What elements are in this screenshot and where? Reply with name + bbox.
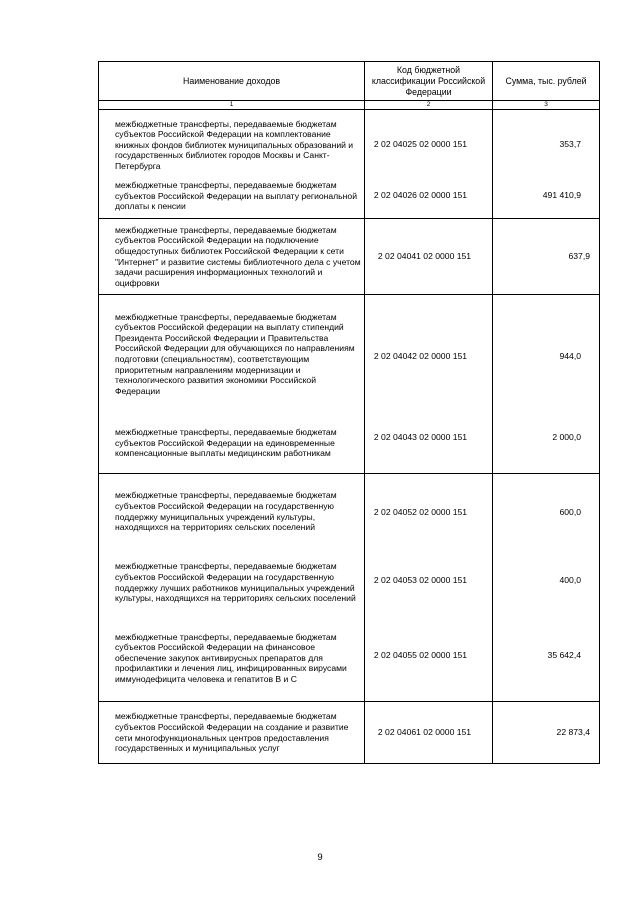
budget-code: 2 02 04061 02 0000 151 [365, 702, 493, 764]
header-code: Код бюджетной классификации Российской Федерации [365, 62, 493, 101]
name-cell [99, 295, 365, 474]
amount-value: 400,0 [559, 574, 581, 585]
table-row [99, 702, 600, 764]
revenue-name: межбюджетные трансферты, передаваемые бюджетам субъектов Российской федерации на выплату стипендий Президента Российской Федерации и Правительства Российской Федерации для обучающихся по направлениям подготовки (специальностям), соответствующим приоритетным направлениям модернизации и технологического развития экономики Российской Федерации [115, 311, 355, 396]
amount-value: 353,7 [559, 138, 581, 149]
header-name: Наименование доходов [99, 62, 365, 101]
amount-value: 600,0 [559, 506, 581, 517]
budget-code: 2 02 04043 02 0000 151 [373, 431, 468, 442]
budget-code: 2 02 04042 02 0000 151 [373, 350, 468, 361]
revenue-name: межбюджетные трансферты, передаваемые бюджетам субъектов Российской Федерации на финансовое обеспечение закупок антивирусных препаратов для профилактики и лечения лиц, инфицированных вирусами иммунодефицита человека и гепатитов В и С [115, 631, 347, 684]
table-row [99, 110, 600, 219]
revenue-name: межбюджетные трансферты, передаваемые бюджетам субъектов Российской Федерации на государственную поддержку муниципальных учреждений культуры, находящихся на территориях сельских поселений [115, 490, 337, 533]
budget-code: 2 02 04026 02 0000 151 [373, 189, 468, 200]
revenue-name: межбюджетные трансферты, передаваемые бюджетам субъектов Российской Федерации на единовременные компенсационные выплаты медицинским работникам [115, 427, 337, 459]
revenue-name: межбюджетные трансферты, передаваемые бюджетам субъектов Российской Федерации на комплектование книжных фондов библиотек муниципальных образований и государственных библиотек городов Москвы и Санкт-Петербурга [115, 118, 354, 171]
column-number: 2 [365, 101, 493, 110]
budget-code: 2 02 04025 02 0000 151 [373, 138, 468, 149]
revenue-name: межбюджетные трансферты, передаваемые бюджетам субъектов Российской Федерации на государственную поддержку лучших работников муниципальных учреждений культуры, находящихся на территориях сельских поселений [115, 561, 356, 604]
table-row [99, 219, 600, 295]
amount-value: 944,0 [559, 350, 581, 361]
amount-value: 35 642,4 [547, 650, 581, 661]
amount-value: 2 000,0 [552, 431, 581, 442]
budget-code: 2 02 04055 02 0000 151 [373, 650, 468, 661]
amount-value: 22 873,4 [493, 702, 600, 764]
code-cell [365, 295, 493, 474]
name-cell [99, 110, 365, 219]
revenue-table [98, 61, 600, 764]
amount-cell [493, 474, 600, 702]
code-cell [365, 474, 493, 702]
budget-code: 2 02 04052 02 0000 151 [373, 506, 468, 517]
amount-value: 637,9 [493, 219, 600, 295]
column-number: 3 [493, 101, 600, 110]
column-number: 1 [99, 101, 365, 110]
budget-code: 2 02 04041 02 0000 151 [365, 219, 493, 295]
column-number-row [99, 101, 600, 110]
page-number: 9 [317, 852, 323, 863]
amount-value: 491 410,9 [542, 189, 581, 200]
table-row [99, 295, 600, 474]
amount-cell [493, 110, 600, 219]
table-header-row [99, 62, 600, 101]
table-row [99, 474, 600, 702]
header-amount: Сумма, тыс. рублей [493, 62, 600, 101]
revenue-name: межбюджетные трансферты, передаваемые бюджетам субъектов Российской Федерации на создание и развитие сети многофункциональных центров предоставления государственных и муниципальных услуг [115, 711, 349, 754]
revenue-name: межбюджетные трансферты, передаваемые бюджетам субъектов Российской Федерации на выплату региональной доплаты к пенсии [115, 180, 357, 212]
amount-cell [493, 295, 600, 474]
revenue-name: межбюджетные трансферты, передаваемые бюджетам субъектов Российской Федерации на подключение общедоступных библиотек Российской Федерации к сети "Интернет" и развитие системы библиотечного дела с учетом задачи расширения информационных технологий и оцифровки [115, 224, 361, 288]
code-cell [365, 110, 493, 219]
budget-code: 2 02 04053 02 0000 151 [373, 574, 468, 585]
name-cell [99, 474, 365, 702]
